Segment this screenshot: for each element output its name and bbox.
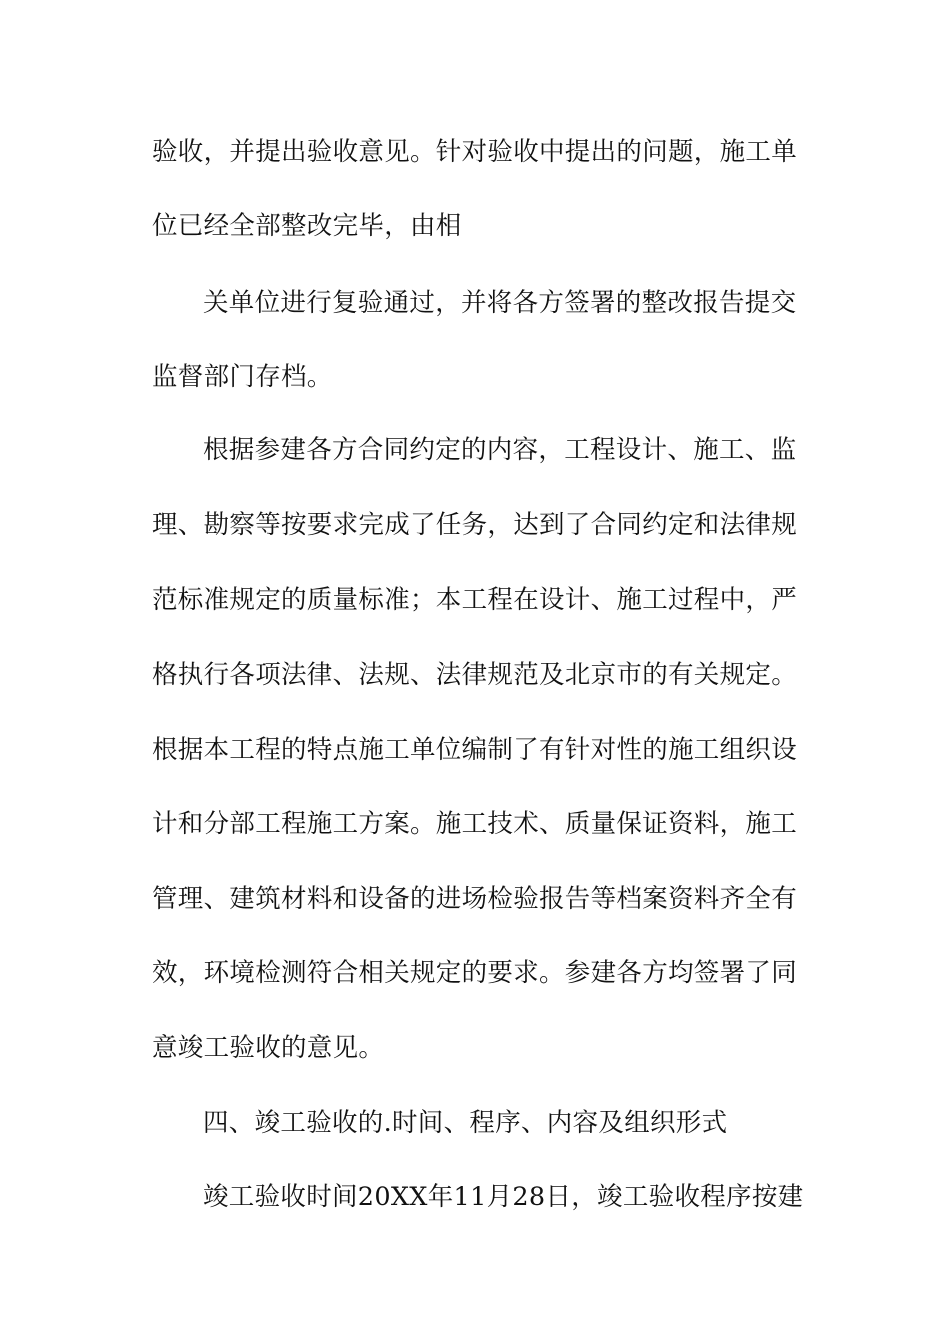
text-line: 关单位进行复验通过，并将各方签署的整改报告提交 [203, 288, 797, 318]
text-line: 计和分部工程施工方案。施工技术、质量保证资料，施工 [152, 809, 798, 839]
text-line: 验收，并提出验收意见。针对验收中提出的问题，施工单 [152, 137, 798, 167]
text-line: 效，环境检测符合相关规定的要求。参建各方均签署了同 [152, 958, 798, 988]
text-line: 根据本工程的特点施工单位编制了有针对性的施工组织设 [152, 735, 798, 765]
section-heading: 四、竣工验收的.时间、程序、内容及组织形式 [203, 1108, 728, 1138]
text-line: 格执行各项法律、法规、法律规范及北京市的有关规定。 [152, 660, 798, 690]
text-line: 竣工验收时间20XX年11月28日，竣工验收程序按建 [203, 1182, 804, 1212]
text-line: 监督部门存档。 [152, 362, 333, 392]
text-line: 意竣工验收的意见。 [152, 1033, 385, 1063]
text-line: 范标准规定的质量标准；本工程在设计、施工过程中，严 [152, 585, 798, 615]
text-line: 根据参建各方合同约定的内容，工程设计、施工、监 [203, 435, 797, 465]
text-line: 位已经全部整改完毕，由相 [152, 211, 462, 241]
text-line: 管理、建筑材料和设备的进场检验报告等档案资料齐全有 [152, 884, 798, 914]
text-line: 理、勘察等按要求完成了任务，达到了合同约定和法律规 [152, 510, 798, 540]
